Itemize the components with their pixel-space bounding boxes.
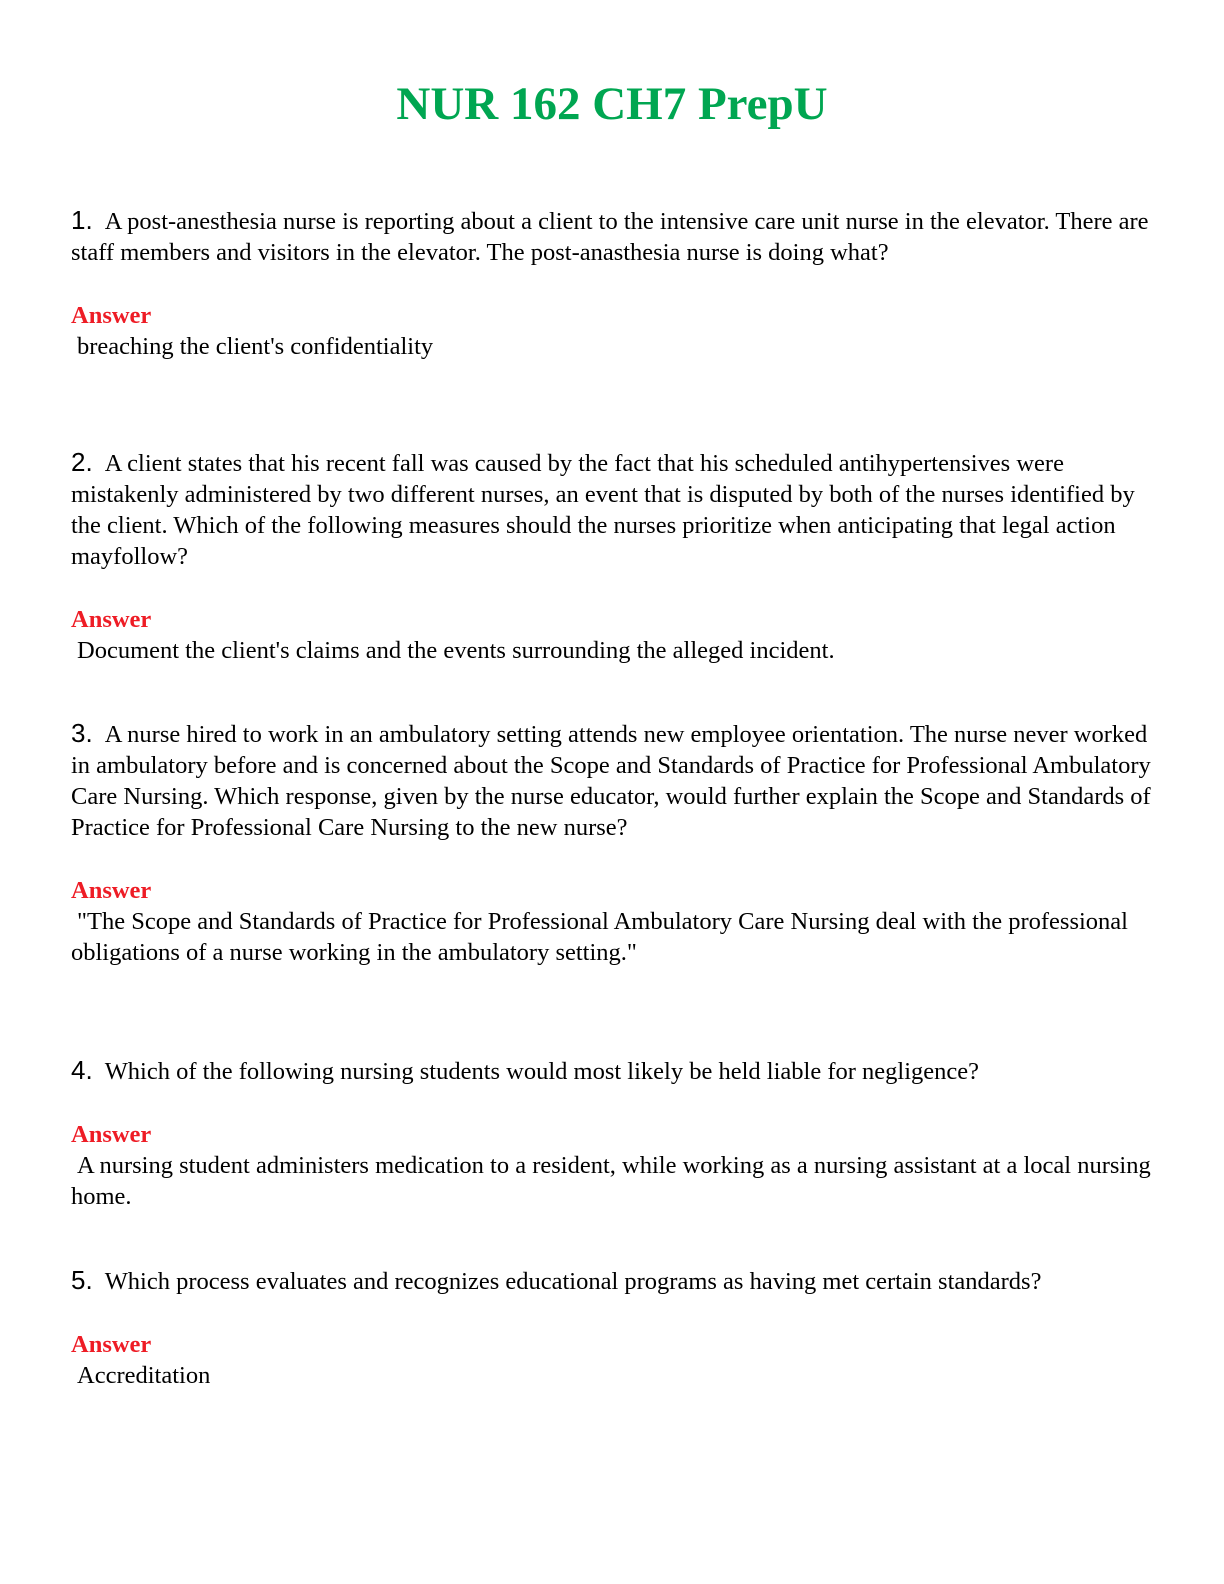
question-1 <box>71 205 1151 268</box>
answer-text-content: "The Scope and Standards of Practice for Professional Ambulatory Care Nursing deal with the professional obligations of a nurse working in the ambulatory setting." <box>71 908 1128 966</box>
qa-item-4 <box>71 1055 1151 1212</box>
qa-item-1 <box>71 205 1151 362</box>
question-3 <box>71 718 1151 843</box>
question-number: 3. <box>71 718 93 748</box>
question-5 <box>71 1265 1151 1297</box>
answer-text <box>71 1150 1151 1212</box>
answer-text: Accreditation <box>77 1362 211 1389</box>
answer-text <box>71 906 1151 968</box>
question-number: 1. <box>71 205 93 235</box>
question-text: A post-anesthesia nurse is reporting about a client to the intensive care unit nurse in the elevator. There are staff members and visitors in the elevator. The post-anasthesia nurse is doing what? <box>71 208 1149 266</box>
answer-label: Answer <box>71 302 152 329</box>
question-2 <box>71 447 1151 572</box>
question-text: A client states that his recent fall was caused by the fact that his scheduled antihypertensives were mistakenly administered by two different nurses, an event that is disputed by both of the nurses identified by the client. Which of the following measures should the nurses prioritize when anticipating that legal action mayfollow? <box>71 450 1135 570</box>
question-number: 2. <box>71 447 93 477</box>
qa-item-2 <box>71 447 1151 666</box>
question-text: Which of the following nursing students would most likely be held liable for negligence? <box>104 1058 980 1085</box>
document-title: NUR 162 CH7 PrepU <box>396 78 828 130</box>
answer-label: Answer <box>71 1121 152 1148</box>
answer-label: Answer <box>71 877 152 904</box>
answer-label: Answer <box>71 1331 152 1358</box>
answer-label: Answer <box>71 606 152 633</box>
answer-text-content: A nursing student administers medication to a resident, while working as a nursing assistant at a local nursing home. <box>71 1152 1151 1210</box>
question-text: A nurse hired to work in an ambulatory setting attends new employee orientation. The nurse never worked in ambulatory before and is concerned about the Scope and Standards of Practice for Professional Ambulatory Care Nursing. Which response, given by the nurse educator, would further explain the Scope and Standards of Practice for Professional Care Nursing to the new nurse? <box>71 721 1151 841</box>
question-text: Which process evaluates and recognizes educational programs as having met certain standards? <box>104 1268 1042 1295</box>
qa-item-5 <box>71 1265 1151 1391</box>
question-number: 5. <box>71 1265 93 1295</box>
qa-item-3 <box>71 718 1151 968</box>
question-4 <box>71 1055 1151 1087</box>
question-number: 4. <box>71 1055 93 1085</box>
answer-text: breaching the client's confidentiality <box>77 333 434 360</box>
answer-text: Document the client's claims and the events surrounding the alleged incident. <box>77 637 835 664</box>
